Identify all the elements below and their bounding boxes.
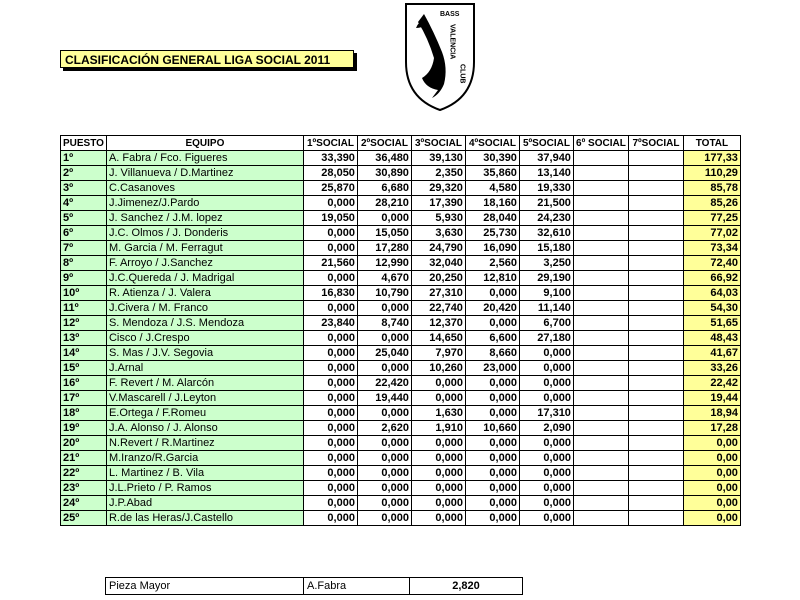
team-cell: J. Villanueva / D.Martinez bbox=[106, 166, 303, 181]
score-cell: 0,000 bbox=[303, 271, 357, 286]
score-cell: 25,730 bbox=[465, 226, 519, 241]
score-cell: 0,000 bbox=[357, 301, 411, 316]
table-row bbox=[61, 451, 741, 466]
position-cell: 22º bbox=[61, 466, 107, 481]
score-cell: 0,000 bbox=[357, 511, 411, 526]
score-cell: 10,660 bbox=[465, 421, 519, 436]
total-cell: 0,00 bbox=[683, 481, 740, 496]
score-cell: 0,000 bbox=[519, 436, 573, 451]
score-cell: 0,000 bbox=[465, 481, 519, 496]
score-cell bbox=[628, 286, 683, 301]
position-cell: 23º bbox=[61, 481, 107, 496]
score-cell bbox=[628, 256, 683, 271]
score-cell: 0,000 bbox=[303, 226, 357, 241]
score-cell: 0,000 bbox=[357, 331, 411, 346]
total-cell: 77,02 bbox=[683, 226, 740, 241]
score-cell bbox=[573, 256, 628, 271]
score-cell: 0,000 bbox=[357, 481, 411, 496]
score-cell bbox=[573, 316, 628, 331]
position-cell: 5º bbox=[61, 211, 107, 226]
header-cell: 2ºSOCIAL bbox=[357, 136, 411, 151]
score-cell bbox=[573, 271, 628, 286]
table-row bbox=[61, 331, 741, 346]
header-cell: 4ºSOCIAL bbox=[465, 136, 519, 151]
score-cell: 32,040 bbox=[411, 256, 465, 271]
score-cell: 4,580 bbox=[465, 181, 519, 196]
score-cell: 0,000 bbox=[303, 346, 357, 361]
score-cell: 28,210 bbox=[357, 196, 411, 211]
score-cell: 3,630 bbox=[411, 226, 465, 241]
table-row bbox=[61, 301, 741, 316]
total-cell: 48,43 bbox=[683, 331, 740, 346]
score-cell bbox=[628, 406, 683, 421]
team-cell: J.Jimenez/J.Pardo bbox=[106, 196, 303, 211]
score-cell: 0,000 bbox=[519, 391, 573, 406]
total-cell: 0,00 bbox=[683, 436, 740, 451]
team-cell: R.de las Heras/J.Castello bbox=[106, 511, 303, 526]
score-cell: 0,000 bbox=[465, 451, 519, 466]
score-cell: 0,000 bbox=[411, 376, 465, 391]
score-cell: 0,000 bbox=[357, 451, 411, 466]
score-cell: 2,620 bbox=[357, 421, 411, 436]
score-cell: 0,000 bbox=[357, 211, 411, 226]
score-cell: 11,140 bbox=[519, 301, 573, 316]
score-cell: 28,040 bbox=[465, 211, 519, 226]
score-cell: 19,440 bbox=[357, 391, 411, 406]
position-cell: 12º bbox=[61, 316, 107, 331]
score-cell bbox=[628, 151, 683, 166]
score-cell: 27,310 bbox=[411, 286, 465, 301]
score-cell: 2,560 bbox=[465, 256, 519, 271]
score-cell bbox=[628, 226, 683, 241]
score-cell: 24,230 bbox=[519, 211, 573, 226]
score-cell: 0,000 bbox=[303, 376, 357, 391]
total-cell: 77,25 bbox=[683, 211, 740, 226]
position-cell: 9º bbox=[61, 271, 107, 286]
score-cell bbox=[628, 391, 683, 406]
score-cell: 0,000 bbox=[519, 481, 573, 496]
score-cell: 30,390 bbox=[465, 151, 519, 166]
table-row bbox=[61, 361, 741, 376]
score-cell bbox=[573, 286, 628, 301]
score-cell: 0,000 bbox=[303, 196, 357, 211]
table-row bbox=[61, 391, 741, 406]
table-row bbox=[61, 256, 741, 271]
team-cell: J.A. Alonso / J. Alonso bbox=[106, 421, 303, 436]
table-row bbox=[61, 376, 741, 391]
header-cell: 3ºSOCIAL bbox=[411, 136, 465, 151]
score-cell: 5,930 bbox=[411, 211, 465, 226]
total-cell: 72,40 bbox=[683, 256, 740, 271]
team-cell: J.L.Prieto / P. Ramos bbox=[106, 481, 303, 496]
team-cell: J.P.Abad bbox=[106, 496, 303, 511]
score-cell: 15,050 bbox=[357, 226, 411, 241]
score-cell bbox=[573, 511, 628, 526]
position-cell: 21º bbox=[61, 451, 107, 466]
score-cell: 30,890 bbox=[357, 166, 411, 181]
table-row bbox=[61, 196, 741, 211]
team-cell: J.Civera / M. Franco bbox=[106, 301, 303, 316]
score-cell: 23,000 bbox=[465, 361, 519, 376]
score-cell: 32,610 bbox=[519, 226, 573, 241]
position-cell: 25º bbox=[61, 511, 107, 526]
team-cell: C.Casanoves bbox=[106, 181, 303, 196]
score-cell: 0,000 bbox=[303, 331, 357, 346]
total-cell: 54,30 bbox=[683, 301, 740, 316]
score-cell: 0,000 bbox=[303, 481, 357, 496]
score-cell: 0,000 bbox=[357, 466, 411, 481]
logo-top-text: BASS bbox=[440, 11, 460, 18]
score-cell: 0,000 bbox=[411, 481, 465, 496]
position-cell: 16º bbox=[61, 376, 107, 391]
score-cell bbox=[628, 166, 683, 181]
position-cell: 3º bbox=[61, 181, 107, 196]
position-cell: 24º bbox=[61, 496, 107, 511]
score-cell bbox=[573, 421, 628, 436]
score-cell bbox=[573, 331, 628, 346]
score-cell bbox=[573, 181, 628, 196]
position-cell: 14º bbox=[61, 346, 107, 361]
score-cell: 0,000 bbox=[411, 511, 465, 526]
team-cell: A. Fabra / Fco. Figueres bbox=[106, 151, 303, 166]
table-row bbox=[61, 316, 741, 331]
team-cell: J.C. Olmos / J. Donderis bbox=[106, 226, 303, 241]
table-row bbox=[61, 496, 741, 511]
ranking-table bbox=[60, 135, 741, 526]
score-cell: 0,000 bbox=[519, 451, 573, 466]
score-cell: 6,680 bbox=[357, 181, 411, 196]
pieza-mayor-row bbox=[106, 578, 523, 595]
table-row bbox=[61, 151, 741, 166]
score-cell: 19,330 bbox=[519, 181, 573, 196]
score-cell bbox=[573, 361, 628, 376]
score-cell: 12,810 bbox=[465, 271, 519, 286]
score-cell: 0,000 bbox=[465, 391, 519, 406]
score-cell bbox=[573, 241, 628, 256]
score-cell: 0,000 bbox=[411, 496, 465, 511]
score-cell bbox=[628, 316, 683, 331]
position-cell: 2º bbox=[61, 166, 107, 181]
position-cell: 18º bbox=[61, 406, 107, 421]
score-cell: 20,420 bbox=[465, 301, 519, 316]
team-cell: Cisco / J.Crespo bbox=[106, 331, 303, 346]
table-row bbox=[61, 166, 741, 181]
team-cell: J.C.Quereda / J. Madrigal bbox=[106, 271, 303, 286]
score-cell bbox=[573, 196, 628, 211]
score-cell bbox=[573, 376, 628, 391]
score-cell bbox=[628, 211, 683, 226]
score-cell bbox=[628, 181, 683, 196]
score-cell: 0,000 bbox=[465, 286, 519, 301]
score-cell bbox=[573, 481, 628, 496]
score-cell: 0,000 bbox=[519, 496, 573, 511]
team-cell: R. Atienza / J. Valera bbox=[106, 286, 303, 301]
position-cell: 7º bbox=[61, 241, 107, 256]
score-cell: 0,000 bbox=[519, 511, 573, 526]
score-cell: 13,140 bbox=[519, 166, 573, 181]
score-cell: 23,840 bbox=[303, 316, 357, 331]
total-cell: 73,34 bbox=[683, 241, 740, 256]
score-cell bbox=[628, 376, 683, 391]
team-cell: E.Ortega / F.Romeu bbox=[106, 406, 303, 421]
position-cell: 11º bbox=[61, 301, 107, 316]
score-cell bbox=[628, 496, 683, 511]
score-cell: 0,000 bbox=[303, 406, 357, 421]
team-cell: L. Martinez / B. Vila bbox=[106, 466, 303, 481]
total-cell: 22,42 bbox=[683, 376, 740, 391]
pieza-mayor-table bbox=[105, 577, 523, 595]
header-cell: EQUIPO bbox=[106, 136, 303, 151]
table-row bbox=[61, 511, 741, 526]
score-cell bbox=[628, 511, 683, 526]
score-cell: 0,000 bbox=[303, 421, 357, 436]
position-cell: 20º bbox=[61, 436, 107, 451]
score-cell: 0,000 bbox=[357, 406, 411, 421]
score-cell bbox=[573, 466, 628, 481]
score-cell: 0,000 bbox=[303, 451, 357, 466]
score-cell: 16,090 bbox=[465, 241, 519, 256]
total-cell: 18,94 bbox=[683, 406, 740, 421]
ranking-body bbox=[61, 151, 741, 526]
position-cell: 1º bbox=[61, 151, 107, 166]
total-cell: 19,44 bbox=[683, 391, 740, 406]
pieza-mayor-value: 2,820 bbox=[410, 578, 523, 595]
header-row bbox=[61, 136, 741, 151]
team-cell: S. Mas / J.V. Segovia bbox=[106, 346, 303, 361]
score-cell: 22,740 bbox=[411, 301, 465, 316]
team-cell: M.Iranzo/R.Garcia bbox=[106, 451, 303, 466]
position-cell: 10º bbox=[61, 286, 107, 301]
score-cell: 9,100 bbox=[519, 286, 573, 301]
score-cell: 4,670 bbox=[357, 271, 411, 286]
total-cell: 64,03 bbox=[683, 286, 740, 301]
score-cell bbox=[628, 346, 683, 361]
score-cell: 39,130 bbox=[411, 151, 465, 166]
score-cell: 2,090 bbox=[519, 421, 573, 436]
score-cell: 0,000 bbox=[303, 301, 357, 316]
score-cell: 0,000 bbox=[303, 511, 357, 526]
total-cell: 0,00 bbox=[683, 451, 740, 466]
score-cell bbox=[628, 331, 683, 346]
score-cell: 21,500 bbox=[519, 196, 573, 211]
score-cell bbox=[628, 451, 683, 466]
score-cell bbox=[628, 196, 683, 211]
team-cell: S. Mendoza / J.S. Mendoza bbox=[106, 316, 303, 331]
score-cell bbox=[628, 271, 683, 286]
team-cell: N.Revert / R.Martinez bbox=[106, 436, 303, 451]
position-cell: 17º bbox=[61, 391, 107, 406]
header-cell: PUESTO bbox=[61, 136, 107, 151]
header-cell: 1ºSOCIAL bbox=[303, 136, 357, 151]
score-cell bbox=[573, 301, 628, 316]
score-cell bbox=[573, 451, 628, 466]
score-cell: 8,660 bbox=[465, 346, 519, 361]
score-cell: 24,790 bbox=[411, 241, 465, 256]
score-cell: 0,000 bbox=[519, 376, 573, 391]
score-cell bbox=[573, 496, 628, 511]
position-cell: 13º bbox=[61, 331, 107, 346]
bass-fish-logo bbox=[404, 2, 476, 112]
team-cell: F. Arroyo / J.Sanchez bbox=[106, 256, 303, 271]
score-cell bbox=[573, 406, 628, 421]
score-cell: 17,280 bbox=[357, 241, 411, 256]
total-cell: 85,78 bbox=[683, 181, 740, 196]
team-cell: V.Mascarell / J.Leyton bbox=[106, 391, 303, 406]
score-cell: 21,560 bbox=[303, 256, 357, 271]
score-cell bbox=[628, 436, 683, 451]
score-cell: 0,000 bbox=[465, 406, 519, 421]
pieza-mayor-name: A.Fabra bbox=[304, 578, 410, 595]
score-cell: 3,250 bbox=[519, 256, 573, 271]
score-cell: 29,190 bbox=[519, 271, 573, 286]
total-cell: 33,26 bbox=[683, 361, 740, 376]
score-cell: 22,420 bbox=[357, 376, 411, 391]
score-cell: 0,000 bbox=[465, 511, 519, 526]
score-cell: 0,000 bbox=[465, 316, 519, 331]
header-cell: 6º SOCIAL bbox=[573, 136, 628, 151]
header-cell: TOTAL bbox=[683, 136, 740, 151]
total-cell: 0,00 bbox=[683, 496, 740, 511]
score-cell bbox=[573, 391, 628, 406]
score-cell: 0,000 bbox=[357, 361, 411, 376]
score-cell: 29,320 bbox=[411, 181, 465, 196]
position-cell: 15º bbox=[61, 361, 107, 376]
score-cell: 8,740 bbox=[357, 316, 411, 331]
score-cell bbox=[573, 436, 628, 451]
score-cell: 16,830 bbox=[303, 286, 357, 301]
score-cell: 10,260 bbox=[411, 361, 465, 376]
score-cell: 0,000 bbox=[411, 391, 465, 406]
table-row bbox=[61, 466, 741, 481]
table-row bbox=[61, 286, 741, 301]
score-cell: 20,250 bbox=[411, 271, 465, 286]
score-cell bbox=[628, 301, 683, 316]
score-cell: 25,040 bbox=[357, 346, 411, 361]
score-cell: 0,000 bbox=[303, 361, 357, 376]
score-cell bbox=[573, 151, 628, 166]
position-cell: 6º bbox=[61, 226, 107, 241]
score-cell bbox=[573, 166, 628, 181]
score-cell: 27,180 bbox=[519, 331, 573, 346]
score-cell: 6,700 bbox=[519, 316, 573, 331]
total-cell: 17,28 bbox=[683, 421, 740, 436]
logo-left-text: VALENCIA bbox=[448, 24, 456, 60]
score-cell: 0,000 bbox=[519, 346, 573, 361]
page-title: CLASIFICACIÓN GENERAL LIGA SOCIAL 2011 bbox=[60, 50, 354, 68]
total-cell: 85,26 bbox=[683, 196, 740, 211]
score-cell: 25,870 bbox=[303, 181, 357, 196]
header-cell: 7ºSOCIAL bbox=[628, 136, 683, 151]
table-row bbox=[61, 271, 741, 286]
total-cell: 0,00 bbox=[683, 511, 740, 526]
score-cell: 33,390 bbox=[303, 151, 357, 166]
score-cell: 14,650 bbox=[411, 331, 465, 346]
team-cell: M. Garcia / M. Ferragut bbox=[106, 241, 303, 256]
table-row bbox=[61, 421, 741, 436]
table-row bbox=[61, 181, 741, 196]
score-cell: 0,000 bbox=[303, 391, 357, 406]
pieza-mayor-label: Pieza Mayor bbox=[106, 578, 304, 595]
score-cell: 15,180 bbox=[519, 241, 573, 256]
score-cell bbox=[573, 346, 628, 361]
score-cell: 35,860 bbox=[465, 166, 519, 181]
score-cell: 28,050 bbox=[303, 166, 357, 181]
score-cell: 0,000 bbox=[411, 451, 465, 466]
score-cell: 0,000 bbox=[303, 241, 357, 256]
score-cell bbox=[573, 211, 628, 226]
score-cell: 6,600 bbox=[465, 331, 519, 346]
table-row bbox=[61, 226, 741, 241]
score-cell: 0,000 bbox=[465, 466, 519, 481]
score-cell: 10,790 bbox=[357, 286, 411, 301]
total-cell: 51,65 bbox=[683, 316, 740, 331]
table-row bbox=[61, 241, 741, 256]
score-cell: 17,390 bbox=[411, 196, 465, 211]
score-cell bbox=[628, 241, 683, 256]
score-cell: 0,000 bbox=[465, 376, 519, 391]
score-cell: 0,000 bbox=[303, 466, 357, 481]
score-cell: 0,000 bbox=[411, 466, 465, 481]
score-cell: 0,000 bbox=[411, 436, 465, 451]
score-cell bbox=[628, 481, 683, 496]
score-cell: 1,910 bbox=[411, 421, 465, 436]
score-cell: 36,480 bbox=[357, 151, 411, 166]
score-cell: 0,000 bbox=[303, 436, 357, 451]
total-cell: 110,29 bbox=[683, 166, 740, 181]
logo-right-text: CLUB bbox=[458, 64, 466, 84]
score-cell bbox=[628, 361, 683, 376]
score-cell bbox=[628, 466, 683, 481]
score-cell bbox=[628, 421, 683, 436]
score-cell: 7,970 bbox=[411, 346, 465, 361]
total-cell: 0,00 bbox=[683, 466, 740, 481]
score-cell: 37,940 bbox=[519, 151, 573, 166]
table-row bbox=[61, 481, 741, 496]
score-cell: 0,000 bbox=[519, 361, 573, 376]
score-cell: 0,000 bbox=[465, 436, 519, 451]
score-cell: 18,160 bbox=[465, 196, 519, 211]
score-cell: 1,630 bbox=[411, 406, 465, 421]
team-cell: J.Arnal bbox=[106, 361, 303, 376]
score-cell bbox=[573, 226, 628, 241]
score-cell: 0,000 bbox=[465, 496, 519, 511]
total-cell: 66,92 bbox=[683, 271, 740, 286]
total-cell: 41,67 bbox=[683, 346, 740, 361]
position-cell: 8º bbox=[61, 256, 107, 271]
score-cell: 0,000 bbox=[357, 436, 411, 451]
total-cell: 177,33 bbox=[683, 151, 740, 166]
score-cell: 0,000 bbox=[303, 496, 357, 511]
score-cell: 0,000 bbox=[519, 466, 573, 481]
table-row bbox=[61, 436, 741, 451]
header-cell: 5ºSOCIAL bbox=[519, 136, 573, 151]
team-cell: F. Revert / M. Alarcón bbox=[106, 376, 303, 391]
table-row bbox=[61, 406, 741, 421]
table-row bbox=[61, 211, 741, 226]
position-cell: 19º bbox=[61, 421, 107, 436]
score-cell: 17,310 bbox=[519, 406, 573, 421]
score-cell: 2,350 bbox=[411, 166, 465, 181]
score-cell: 0,000 bbox=[357, 496, 411, 511]
table-row bbox=[61, 346, 741, 361]
score-cell: 19,050 bbox=[303, 211, 357, 226]
score-cell: 12,990 bbox=[357, 256, 411, 271]
team-cell: J. Sanchez / J.M. lopez bbox=[106, 211, 303, 226]
position-cell: 4º bbox=[61, 196, 107, 211]
score-cell: 12,370 bbox=[411, 316, 465, 331]
